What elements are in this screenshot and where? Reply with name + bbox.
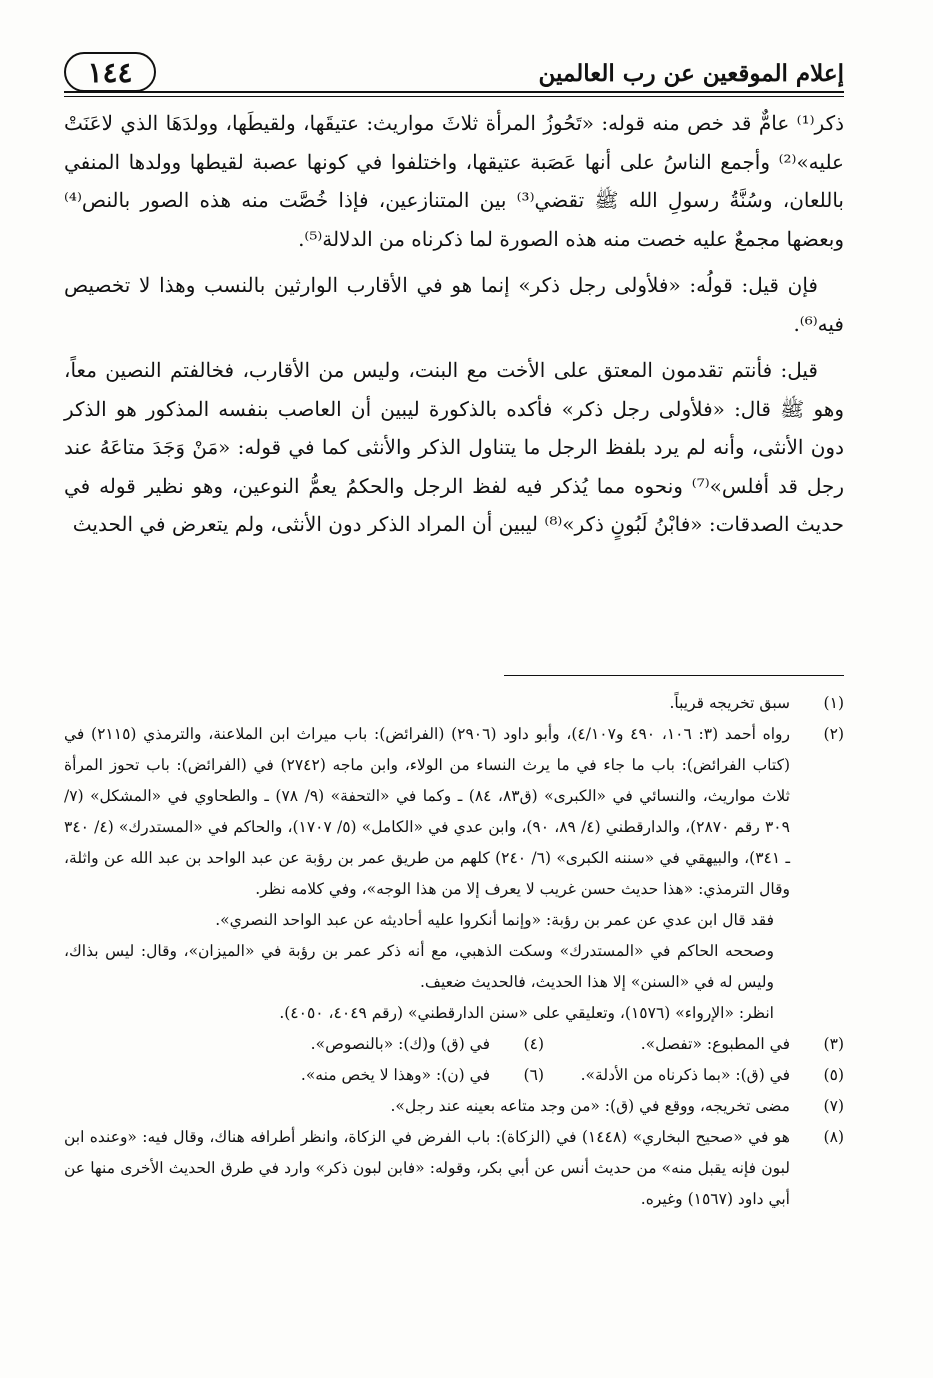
- footnote-separator: [504, 675, 844, 676]
- footnote-row-5-6: [64, 1060, 844, 1091]
- footnote-6: [301, 1060, 544, 1091]
- footnote-number: (١): [823, 694, 844, 712]
- footnote-number: (٢): [823, 725, 844, 743]
- footnote-number: (٧): [823, 1097, 844, 1115]
- footnote-text: مضى تخريجه، ووقع في (ق): «من وجد متاعه بعينه عند رجل».: [390, 1097, 790, 1115]
- footnote-text: في (ق): «بما ذكرناه من الأدلة».: [580, 1066, 790, 1084]
- paragraph-2: فإن قيل: قولُه: «فلأولى رجل ذكر» إنما هو في الأقارب الوارثين بالنسب وهذا لا تخصيص فيه⁽⁶⁾.: [64, 273, 844, 336]
- running-title: إعلام الموقعين عن رب العالمين: [538, 60, 844, 87]
- header-rule: [64, 91, 844, 97]
- footnote-8: [64, 1122, 844, 1215]
- footnote-5: [544, 1060, 844, 1091]
- footnote-2-continuation-3: انظر: «الإرواء» (١٥٧٦)، وتعليقي على «سنن الدارقطني» (رقم ٤٠٤٩، ٤٠٥٠).: [279, 1004, 774, 1022]
- page-number: ١٤٤: [64, 52, 156, 92]
- footnote-text: سبق تخريجه قريباً.: [669, 694, 790, 712]
- footnote-2-continuation-1: فقد قال ابن عدي عن عمر بن رؤبة: «وإنما أنكروا عليه أحاديثه عن عبد الواحد النصري».: [215, 911, 774, 929]
- footnote-1: [64, 688, 844, 719]
- footnote-number: (٨): [823, 1128, 844, 1146]
- page-header: [64, 38, 844, 98]
- footnote-number: (٤): [523, 1035, 544, 1053]
- footnote-4: [311, 1029, 544, 1060]
- footnote-text: رواه أحمد (٣: ١٠٦، ٤٩٠ و٤/١٠٧)، وأبو داود (٢٩٠٦) (الفرائض): باب ميراث ابن الملاعنة، والترمذي (٢١١٥) في (كتاب الفرائض): باب ما جاء في ما يرث النساء من الولاء، وابن ماجه (٢٧٤٢) في (الفرائض): باب تحوز المرأة ثلاث مواريث، والنسائي في «الكبرى» (ق٨٣، ٨٤) ـ وكما في «التحفة» (٩/ ٧٨) ـ والطحاوي في «المشكل» (٧/ ٣٠٩ رقم ٢٨٧٠)، والدارقطني (٤/ ٨٩، ٩٠)، وابن عدي في «الكامل» (٥/ ١٧٠٧)، والحاكم في «المستدرك» (٤/ ٣٤٠ ـ ٣٤١)، والبيهقي في «سننه الكبرى» (٦/ ٢٤٠) كلهم من طريق عمر بن رؤبة عن عبد الواحد بن عبد الله عن واثلة، وقال الترمذي: «هذا حديث حسن غريب لا يعرف إلا من هذا الوجه»، وفي كلامه نظر.: [64, 725, 790, 898]
- footnote-text: هو في «صحيح البخاري» (١٤٤٨) في (الزكاة): باب الفرض في الزكاة، وانظر أطرافه هناك، وقال فيه: «وعنده ابن لبون فإنه يقبل منه» من حديث أنس عن أبي بكر، وقوله: «فابن لبون ذكر» وارد في طرق الحديث الأخرى منها عن أبي داود (١٥٦٧) وغيره.: [64, 1128, 790, 1208]
- footnote-number: (٥): [823, 1066, 844, 1084]
- footnotes: [64, 688, 844, 1215]
- footnote-number: (٦): [523, 1066, 544, 1084]
- footnote-2-continuation-2: وصححه الحاكم في «المستدرك» وسكت الذهبي، مع أنه ذكر عمر بن رؤبة في «الميزان»، وقال: ليس بذاك، وليس له في «السنن» إلا هذا الحديث، فالحديث ضعيف.: [64, 942, 774, 991]
- footnote-text: في المطبوع: «تفصل».: [640, 1035, 790, 1053]
- footnote-3: [544, 1029, 844, 1060]
- main-text: [64, 104, 844, 552]
- footnote-7: [64, 1091, 844, 1122]
- footnote-text: في (ن): «وهذا لا يخص منه».: [300, 1066, 490, 1084]
- footnote-text: في (ق) و(ك): «بالنصوص».: [310, 1035, 490, 1053]
- footnote-row-3-4: [64, 1029, 844, 1060]
- paragraph-3: قيل: فأنتم تقدمون المعتق على الأخت مع البنت، وليس من الأقارب، فخالفتم النصين معاً، وهو ﷺ قال: «فلأولى رجل ذكر» فأكده بالذكورة ليبين أن العاصب بنفسه المذكور هو الذكر دون الأنثى، وأنه لم يرد بلفظ الرجل ما يتناول الذكر والأنثى كما في قوله: «مَنْ وَجَدَ متاعَهُ عند رجل قد أفلس»⁽⁷⁾ ونحوه مما يُذكر فيه لفظ الرجل والحكمُ يعمُّ النوعين، وهو نظير قوله في حديث الصدقات: «فابْنُ لَبُونٍ ذكر»⁽⁸⁾ ليبين أن المراد الذكر دون الأنثى، ولم يتعرض في الحديث: [64, 358, 844, 536]
- paragraph-1: ذكر⁽¹⁾ عامٌّ قد خص منه قوله: «تَحُوزُ المرأة ثلاثَ مواريث: عتيقَها، ولقيطَها، وولدَهَا الذي لاعَنَتْ عليه»⁽²⁾ وأجمع الناسُ على أنها عَصَبة عتيقها، واختلفوا في كونها عصبة لقيطها وولدها المنفي باللعان، وسُنَّةُ رسولِ الله ﷺ تقضي⁽³⁾ بين المتنازعين، فإذا خُصَّت منه هذه الصور بالنص⁽⁴⁾ وبعضها مجمعٌ عليه خصت منه هذه الصورة لما ذكرناه من الدلالة⁽⁵⁾.: [64, 111, 845, 251]
- footnote-number: (٣): [823, 1035, 844, 1053]
- footnote-2: [64, 719, 844, 905]
